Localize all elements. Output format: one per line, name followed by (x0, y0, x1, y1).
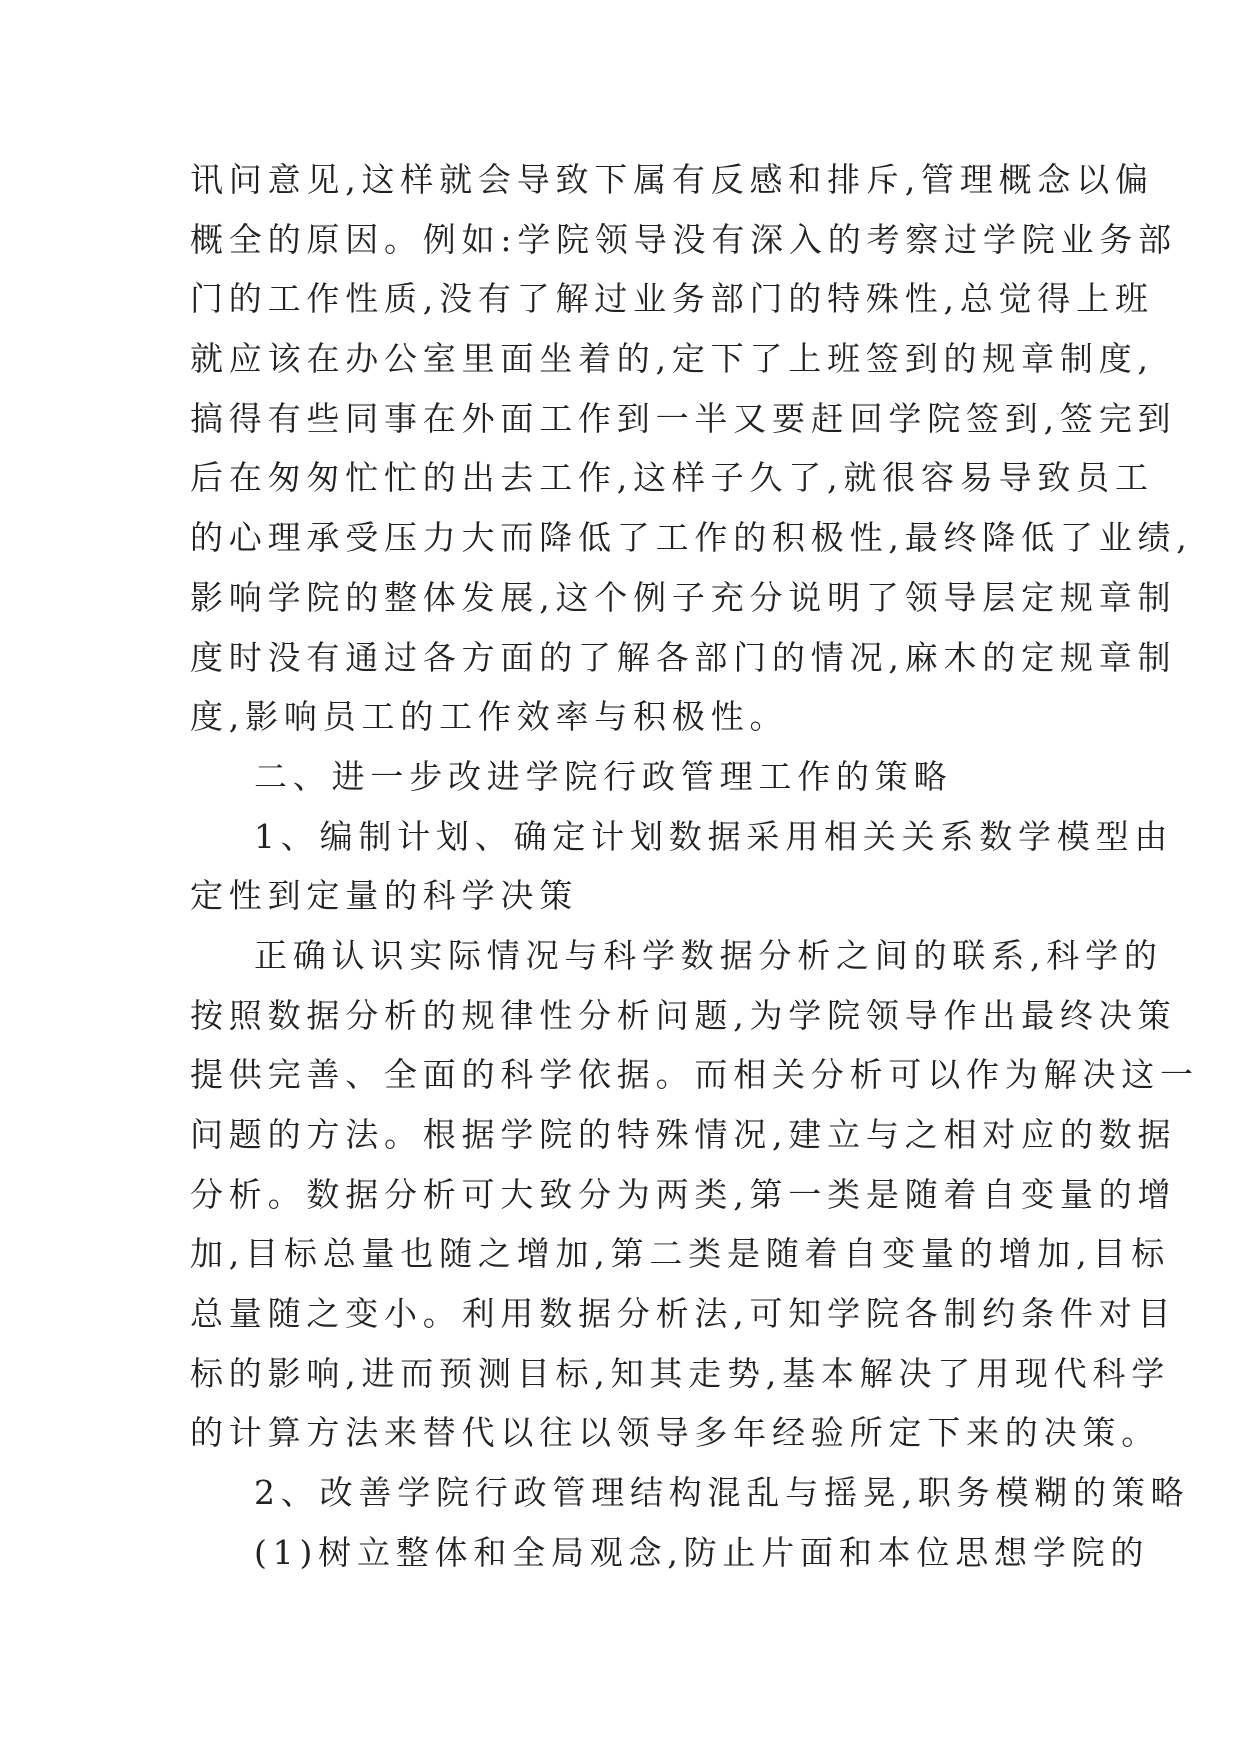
body-text (190, 150, 1199, 1583)
text-line: 概全的原因。例如:学院领导没有深入的考察过学院业务部 (190, 219, 1177, 259)
text-line: 问题的方法。根据学院的特殊情况,建立与之相对应的数据 (190, 1115, 1177, 1154)
text-line: 度时没有通过各方面的了解各部门的情况,麻木的定规章制 (190, 637, 1177, 677)
text-line: 分析。数据分析可大致分为两类,第一类是随着自变量的增 (190, 1174, 1177, 1214)
text-line: 就应该在办公室里面坐着的,定下了上班签到的规章制度, (190, 339, 1154, 379)
text-line: 的心理承受压力大而降低了工作的积极性,最终降低了业绩, (190, 518, 1193, 558)
section-heading: 二、进一步改进学院行政管理工作的策略 (254, 756, 953, 796)
text-line: 加,目标总量也随之增加,第二类是随着自变量的增加,目标 (190, 1234, 1171, 1274)
text-line: 按照数据分析的规律性分析问题,为学院领导作出最终决策 (190, 995, 1177, 1035)
text-line: 度,影响员工的工作效率与积极性。 (190, 697, 789, 737)
list-item-heading: (1)树立整体和全局观念,防止片面和本位思想学院的 (254, 1532, 1150, 1572)
text-line: 的计算方法来替代以往以领导多年经验所定下来的决策。 (190, 1413, 1160, 1453)
text-line: 提供完善、全面的科学依据。而相关分析可以作为解决这一 (190, 1055, 1199, 1095)
text-line: 标的影响,进而预测目标,知其走势,基本解决了用现代科学 (190, 1353, 1171, 1393)
text-line: 讯问意见,这样就会导致下属有反感和排斥,管理概念以偏 (190, 160, 1154, 199)
text-line: 影响学院的整体发展,这个例子充分说明了领导层定规章制 (190, 577, 1177, 617)
text-line: 门的工作性质,没有了解过业务部门的特殊性,总觉得上班 (190, 279, 1154, 319)
text-line: 后在匆匆忙忙的出去工作,这样子久了,就很容易导致员工 (190, 458, 1154, 498)
text-line: 总量随之变小。利用数据分析法,可知学院各制约条件对目 (190, 1294, 1177, 1334)
subsection-heading-continued: 定性到定量的科学决策 (190, 876, 578, 916)
subsection-heading: 1、编制计划、确定计划数据采用相关关系数学模型由 (254, 816, 1174, 856)
subsection-heading: 2、改善学院行政管理结构混乱与摇晃,职务模糊的策略 (254, 1473, 1190, 1513)
text-line: 搞得有些同事在外面工作到一半又要赶回学院签到,签完到 (190, 398, 1177, 438)
paragraph-start: 正确认识实际情况与科学数据分析之间的联系,科学的 (254, 935, 1163, 975)
